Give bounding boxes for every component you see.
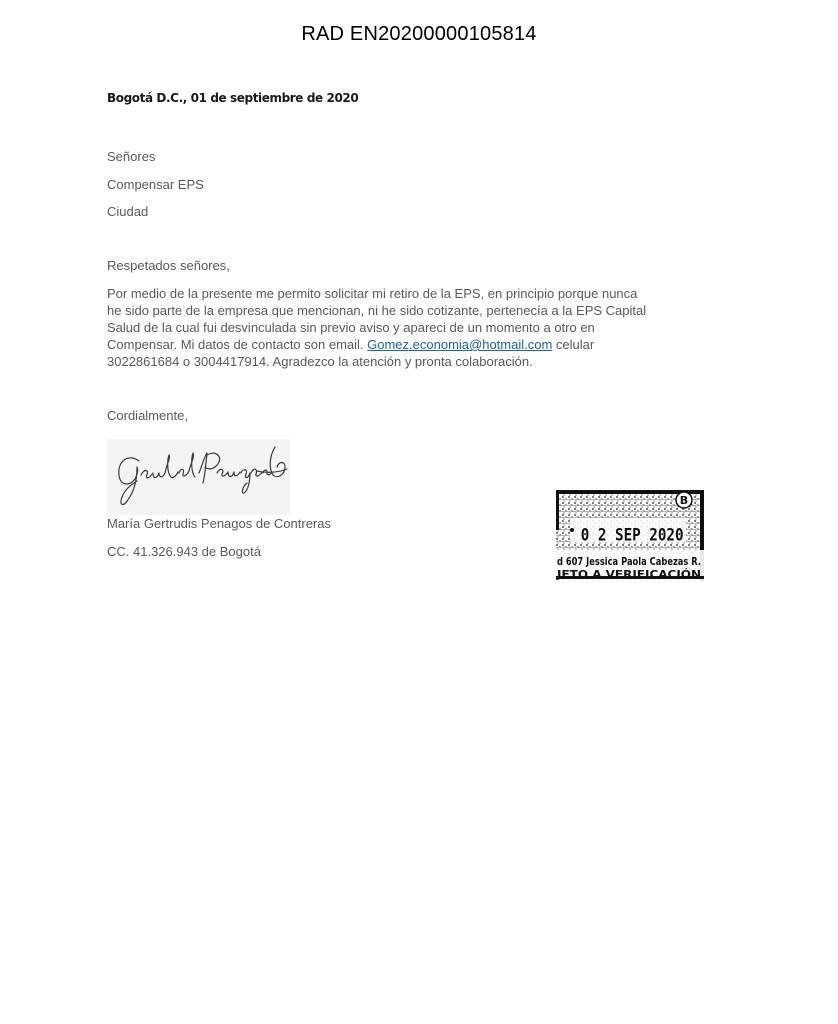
recipient-city: Ciudad	[107, 204, 149, 219]
greeting: Respetados señores,	[107, 258, 230, 273]
body-text: celular	[552, 337, 595, 352]
signer-id: CC. 41.326.943 de Bogotá	[107, 544, 261, 559]
stamp-date: 0 2 SEP 2020	[580, 525, 684, 545]
body-line	[107, 336, 667, 353]
closing: Cordialmente,	[107, 408, 188, 423]
stamp-corner-letter: B	[679, 494, 689, 507]
signer-name: María Gertrudis Penagos de Contreras	[107, 516, 331, 531]
radicado-number: RAD EN20200000105814	[301, 23, 537, 45]
letter-body	[107, 285, 667, 370]
email-link[interactable]: Gomez.economia@hotmail.com	[367, 337, 553, 352]
reception-stamp	[556, 490, 704, 582]
recipient-title: Señores	[107, 149, 156, 164]
date-line: Bogotá D.C., 01 de septiembre de 2020	[107, 91, 359, 105]
stamp-verification: JETO A VERIFICACIÓN	[555, 568, 701, 581]
body-line: Por medio de la presente me permito solicitar mi retiro de la EPS, en principio porque nunca	[107, 286, 638, 301]
body-line: Salud de la cual fui desvinculada sin previo aviso y apareci de un momento a otro en	[107, 320, 595, 335]
body-text: Compensar. Mi datos de contacto son email.	[107, 337, 368, 352]
handwritten-signature	[107, 439, 290, 515]
body-line: 3022861684 o 3004417914. Agradezco la atención y pronta colaboración.	[107, 354, 533, 369]
stamp-receiver: d 607 Jessica Paola Cabezas R.	[557, 556, 701, 568]
recipient-company: Compensar EPS	[107, 177, 204, 192]
body-line: he sido parte de la empresa que mencionan, ni he sido cotizante, pertenecía a la EPS Capital	[107, 303, 647, 318]
